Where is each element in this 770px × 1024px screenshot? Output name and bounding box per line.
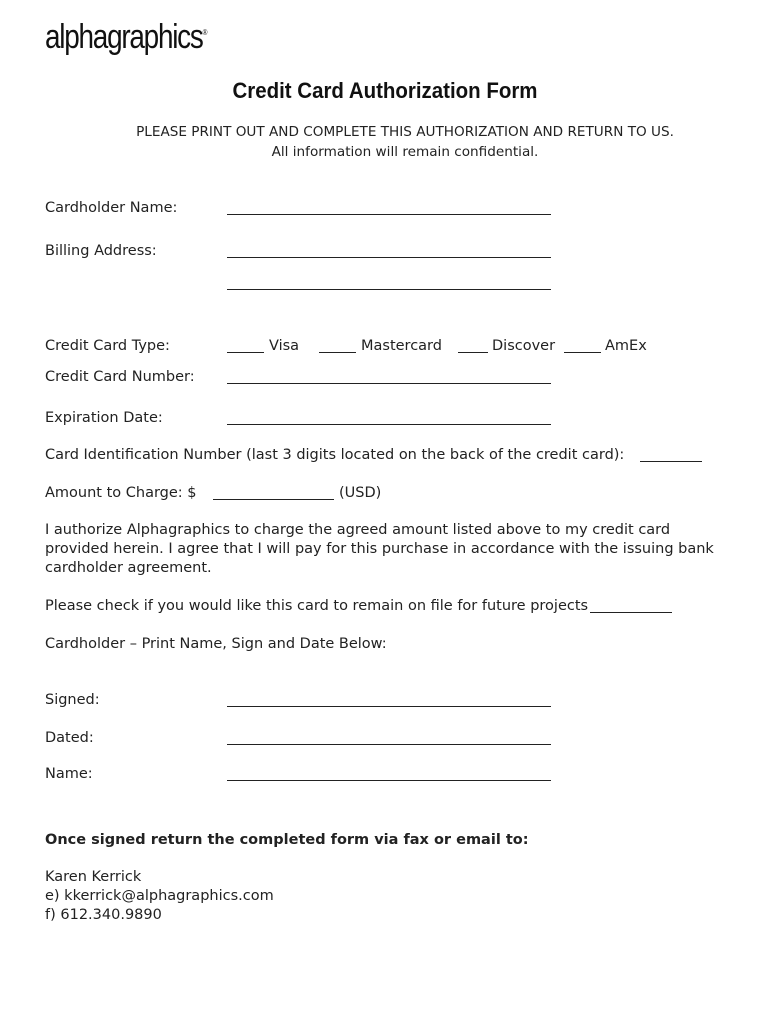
keep-on-file-label: Please check if you would like this card to remain on file for future projects [45,598,589,614]
billing-address-field-1[interactable] [227,257,551,258]
return-instructions-heading: Once signed return the completed form via fax or email to: [45,832,529,848]
cardholder-name-label: Cardholder Name: [45,200,178,216]
card-type-visa-blank[interactable] [227,352,264,353]
signed-field[interactable] [227,706,551,707]
cardholder-name-field[interactable] [227,214,551,215]
name-field[interactable] [227,780,551,781]
amount-label: Amount to Charge: $ [45,485,197,501]
authorization-statement: I authorize Alphagraphics to charge the agreed amount listed above to my credit card provided herein. I agree that I will pay for this purchase in accordance with the issuing bank cardholder agreement. [45,522,714,576]
card-type-visa: Visa [269,338,300,354]
card-type-label: Credit Card Type: [45,338,170,354]
card-number-field[interactable] [227,383,551,384]
logo-text: alphagraphics [45,18,203,56]
logo-registered-mark: ® [202,28,208,37]
card-identification-field[interactable] [640,461,702,462]
card-type-discover-blank[interactable] [458,352,488,353]
card-type-amex-blank[interactable] [564,352,601,353]
amount-field[interactable] [213,499,334,500]
card-identification-label: Card Identification Number (last 3 digits located on the back of the credit card): [45,447,625,463]
instructions-line-2: All information will remain confidential. [271,144,539,160]
alphagraphics-logo [45,18,207,57]
card-type-discover: Discover [492,338,556,354]
expiration-date-field[interactable] [227,424,551,425]
card-type-amex: AmEx [605,338,647,354]
card-type-mastercard: Mastercard [361,338,442,354]
amount-currency: (USD) [339,485,382,501]
contact-name: Karen Kerrick [45,869,142,885]
signed-label: Signed: [45,692,100,708]
dated-field[interactable] [227,744,551,745]
name-label: Name: [45,766,93,782]
contact-fax: f) 612.340.9890 [45,907,162,923]
keep-on-file-field[interactable] [590,612,672,613]
expiration-date-label: Expiration Date: [45,410,163,426]
instructions-line-1: PLEASE PRINT OUT AND COMPLETE THIS AUTHORIZATION AND RETURN TO US. [136,124,674,140]
billing-address-field-2[interactable] [227,289,551,290]
page-title: Credit Card Authorization Form [232,78,538,103]
billing-address-label: Billing Address: [45,243,157,259]
contact-email[interactable]: e) kkerrick@alphagraphics.com [45,888,274,904]
card-number-label: Credit Card Number: [45,369,195,385]
card-type-mastercard-blank[interactable] [319,352,356,353]
dated-label: Dated: [45,730,94,746]
signature-heading: Cardholder – Print Name, Sign and Date Below: [45,636,387,652]
